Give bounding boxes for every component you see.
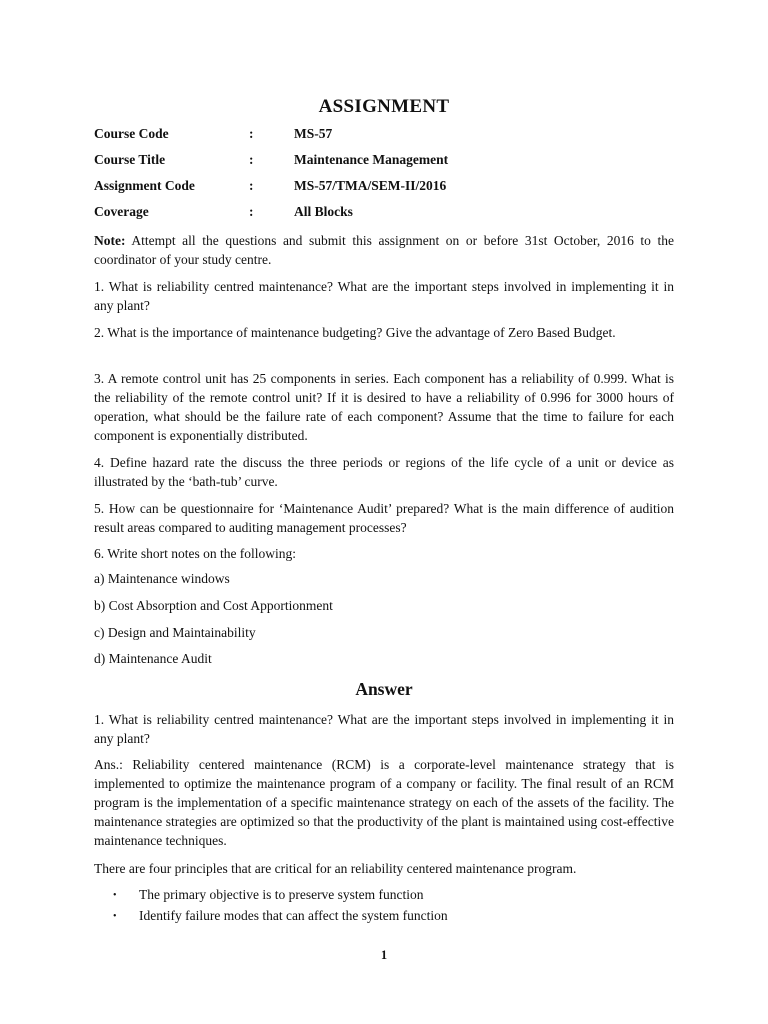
bullet-item	[113, 908, 448, 924]
assignment-title: ASSIGNMENT	[318, 96, 450, 117]
info-label: Course Title	[94, 152, 166, 167]
bullet-icon: •	[113, 911, 117, 922]
short-note-b: b) Cost Absorption and Cost Apportionment	[94, 598, 333, 613]
note-text: Attempt all the questions and submit this assignment on or before 31st October, 2016 to the coordinator of your study centre.	[94, 233, 674, 267]
info-label: Assignment Code	[94, 178, 195, 193]
principles-intro: There are four principles that are critical for an reliability centered maintenance program.	[94, 861, 577, 876]
bullet-icon: •	[113, 890, 117, 901]
question-1: 1. What is reliability centred maintenance? What are the important steps involved in implementing it in any plant?	[94, 279, 674, 313]
answer-question: 1. What is reliability centred maintenance? What are the important steps involved in implementing it in any plant?	[94, 712, 674, 746]
info-value: MS-57	[294, 126, 333, 141]
info-value: Maintenance Management	[294, 152, 449, 167]
answer-text: Ans.: Reliability centered maintenance (RCM) is a corporate-level maintenance strategy that is implemented to optimize the maintenance program of a company or facility. The final result of an RCM program is the implementation of a specific maintenance strategy on each of the assets of the facility. The maintenance strategies are optimized so that the productivity of the plant is maintained using cost-effective maintenance techniques.	[94, 757, 674, 848]
note-label: Note:	[94, 233, 126, 248]
short-note-c: c) Design and Maintainability	[94, 625, 256, 640]
bullet-item	[113, 887, 424, 903]
question-5: 5. How can be questionnaire for ‘Maintenance Audit’ prepared? What is the main difference of audition result areas compared to auditing management processes?	[94, 501, 674, 535]
short-note-a: a) Maintenance windows	[94, 571, 230, 586]
info-colon: :	[249, 178, 254, 193]
info-label: Course Code	[94, 126, 169, 141]
question-3: 3. A remote control unit has 25 components in series. Each component has a reliability of 0.999. What is the reliability of the remote control unit? If it is desired to have a reliability of 0.996 for 3000 hours of operation, what should be the failure rate of each component? Assume that the time to failure for each component is exponentially distributed.	[94, 371, 674, 443]
info-label: Coverage	[94, 204, 149, 219]
answer-heading: Answer	[355, 679, 413, 699]
short-note-d: d) Maintenance Audit	[94, 651, 212, 666]
info-colon: :	[249, 204, 254, 219]
bullet-text: The primary objective is to preserve system function	[139, 887, 424, 902]
info-value: All Blocks	[294, 204, 353, 219]
bullet-text: Identify failure modes that can affect the system function	[139, 908, 448, 923]
page-number: 1	[380, 948, 388, 962]
info-colon: :	[249, 152, 254, 167]
info-value: MS-57/TMA/SEM-II/2016	[294, 178, 447, 193]
question-2: 2. What is the importance of maintenance budgeting? Give the advantage of Zero Based Budget.	[94, 325, 616, 340]
question-6: 6. Write short notes on the following:	[94, 546, 297, 561]
note-paragraph	[94, 231, 674, 269]
info-colon: :	[249, 126, 254, 141]
question-4: 4. Define hazard rate the discuss the three periods or regions of the life cycle of a unit or device as illustrated by the ‘bath-tub’ curve.	[94, 455, 674, 489]
